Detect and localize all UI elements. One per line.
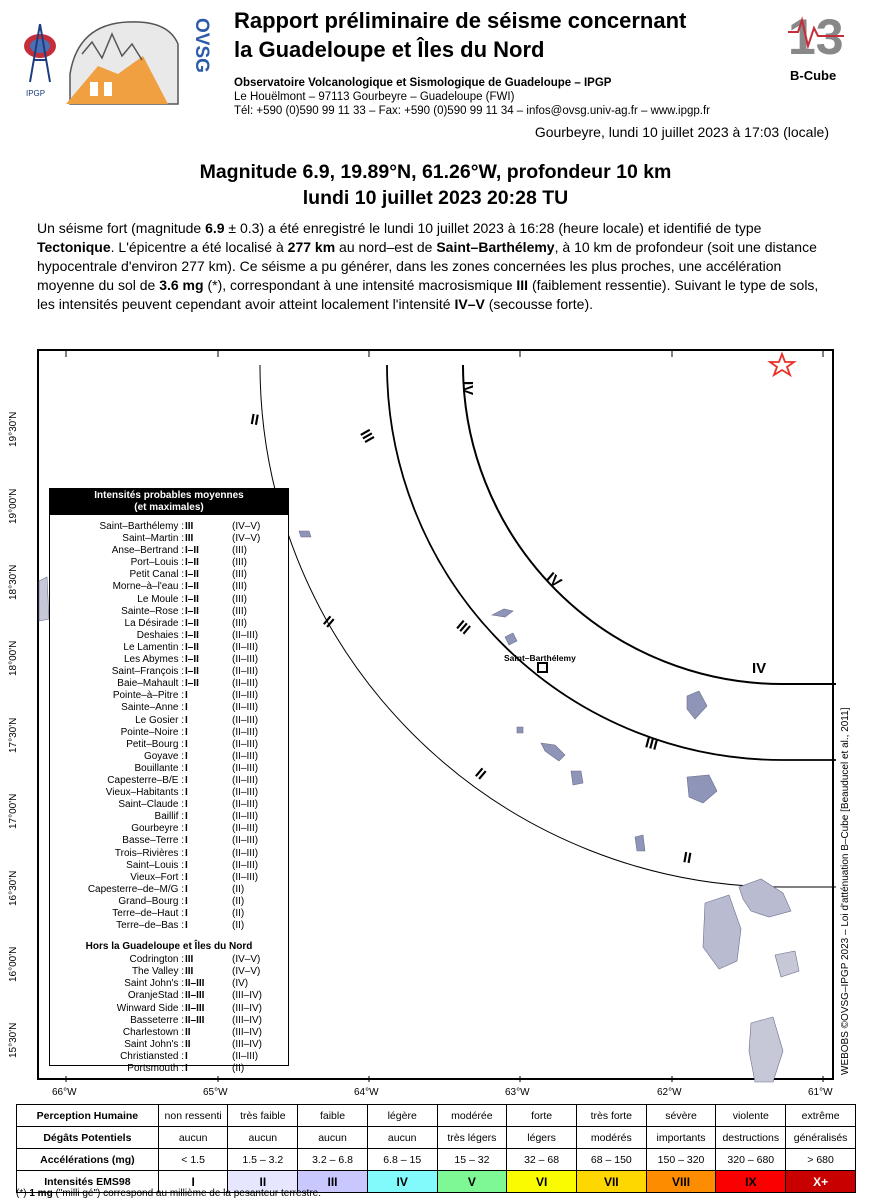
legend-place: Winward Side : xyxy=(116,1002,184,1014)
island-antigua xyxy=(687,775,717,803)
legend-intensity-max: (III) xyxy=(232,545,247,557)
legend-intensity: I–II xyxy=(185,617,199,629)
legend-intensity-max: (II–III) xyxy=(232,702,259,714)
legend-place: Gourbeyre : xyxy=(131,823,184,835)
legend-place: Goyave : xyxy=(143,750,184,762)
degats-cell: aucun xyxy=(158,1127,228,1149)
legend-row xyxy=(50,978,288,990)
legend-row xyxy=(50,908,288,920)
lon-label-63: 63°W xyxy=(505,1087,530,1098)
legend-intensity-max: (II) xyxy=(232,895,245,907)
legend-place: Christiansted : xyxy=(120,1050,184,1062)
legend-row xyxy=(50,751,288,763)
accel-cell: 6.8 – 15 xyxy=(367,1149,437,1171)
accel-cell: 1.5 – 3.2 xyxy=(228,1149,298,1171)
island-guadeloupe-basse-terre xyxy=(703,895,741,969)
legend-intensity: I xyxy=(185,859,188,871)
legend-place: Saint–Louis : xyxy=(126,859,184,871)
legend-intensity: I–II xyxy=(185,641,199,653)
legend-row xyxy=(50,702,288,714)
ring-iv xyxy=(463,365,836,684)
lat-label-1830: 18°30'N xyxy=(8,564,19,600)
legend-intensity: II xyxy=(185,1026,191,1038)
lon-label-65: 65°W xyxy=(203,1087,228,1098)
legend-intensity-max: (III–IV) xyxy=(232,1014,263,1026)
legend-row xyxy=(50,666,288,678)
degats-cell: modérés xyxy=(576,1127,646,1149)
degats-cell: légers xyxy=(507,1127,577,1149)
ems-cell: IV xyxy=(367,1171,437,1193)
legend-intensity-max: (II–III) xyxy=(232,738,259,750)
bcube-logo-text: B-Cube xyxy=(790,68,837,83)
legend-place: La Désirade : xyxy=(124,617,184,629)
legend-place: Saint–Claude : xyxy=(118,799,184,811)
legend-row xyxy=(50,727,288,739)
intensity-legend xyxy=(49,488,289,1075)
legend-row xyxy=(50,1051,288,1063)
legend-row xyxy=(50,1039,288,1051)
event-summary: Un séisme fort (magnitude 6.9 ± 0.3) a été enregistré le lundi 10 juillet 2023 à 16:28 (heure locale) et identifié de type Tectonique. L'épicentre a été localisé à 277 km au nord–est de Saint–Barthélemy, à 10 km de profondeur (soit une distance hypocentrale d'environ 277 km). Ce séisme a pu générer, dans les zones concernées les plus proches, une accélération moyenne du sol de 3.6 mg (*), correspondant à une intensité macrosismique III (faiblement ressentie). Suivant le type de sols, les intensités peuvent cependant avoir atteint localement l'intensité IV–V (secousse forte). xyxy=(37,220,819,312)
summary-intensity: III xyxy=(516,277,529,293)
title-line-2: la Guadeloupe et Îles du Nord xyxy=(234,37,545,62)
legend-intensity: I xyxy=(185,908,188,919)
legend-intensity: I xyxy=(185,750,188,762)
degats-cell: généralisés xyxy=(786,1127,856,1149)
legend-place: Saint–Barthélemy : xyxy=(99,521,184,532)
legend-place: Vieux–Habitants : xyxy=(105,787,184,799)
legend-place: Saint–Martin : xyxy=(122,533,184,545)
map-credit: WEBOBS ©OVSG–IPGP 2023 – Loi d'atténuation B–Cube [Beauducel et al., 2011] xyxy=(840,707,851,1075)
ovsg-ipgp-logo xyxy=(18,14,212,110)
ring-iii xyxy=(387,365,836,760)
legend-row xyxy=(50,630,288,642)
footnote: (*) 1 mg ("milli gé") correspond au millième de la pesanteur terrestre. xyxy=(16,1188,322,1199)
legend-row xyxy=(50,642,288,654)
legend-rows xyxy=(50,515,288,932)
legend-intensity-max: (II) xyxy=(232,883,245,895)
degats-cell: aucun xyxy=(367,1127,437,1149)
ring-label-iii-mid: III xyxy=(452,617,474,639)
legend-intensity: I xyxy=(185,895,188,907)
legend-row xyxy=(50,606,288,618)
legend-intensity: I–II xyxy=(185,629,199,641)
island-anguilla xyxy=(492,609,513,617)
legend-place: Capesterre–B/E : xyxy=(107,774,184,786)
accel-cell: 68 – 150 xyxy=(576,1149,646,1171)
island-marie-galante xyxy=(775,951,799,977)
legend-intensity-max: (IV–V) xyxy=(232,954,261,966)
accel-cell: 3.2 – 6.8 xyxy=(298,1149,368,1171)
legend-row xyxy=(50,521,288,533)
island-montserrat xyxy=(635,835,645,851)
legend-place: Les Abymes : xyxy=(123,654,184,666)
legend-intensity: I–II xyxy=(185,593,199,605)
legend-place: Sainte–Rose : xyxy=(121,605,184,617)
legend-place: Basseterre : xyxy=(130,1014,184,1026)
legend-place: Port–Louis : xyxy=(130,557,184,569)
legend-intensity: I xyxy=(185,738,188,750)
legend-row xyxy=(50,848,288,860)
legend-place: Morne–à–l'eau : xyxy=(112,581,184,593)
legend-intensity-max: (II–III) xyxy=(232,726,259,738)
island-guadeloupe-grande-terre xyxy=(739,879,791,917)
legend-intensity-max: (II) xyxy=(232,908,245,919)
summary-accel: 3.6 mg xyxy=(159,277,204,293)
ovsg-volcano-logo xyxy=(66,22,178,104)
legend-intensity: II–III xyxy=(185,1002,205,1014)
ring-label-iv-top: IV xyxy=(459,381,476,396)
legend-row xyxy=(50,860,288,872)
legend-intensity: I xyxy=(185,847,188,859)
legend-intensity-max: (III) xyxy=(232,581,247,593)
legend-row xyxy=(50,954,288,966)
legend-place: Saint–François : xyxy=(111,666,184,678)
ring-label-iii-top: III xyxy=(356,426,378,446)
legend-intensity: III xyxy=(185,533,194,545)
legend-row xyxy=(50,533,288,545)
summary-magnitude: 6.9 xyxy=(205,220,225,236)
legend-intensity: I xyxy=(185,823,188,835)
legend-intensity-max: (II–III) xyxy=(232,823,259,835)
lat-label-1800: 18°00'N xyxy=(8,640,19,676)
legend-intensity: I–II xyxy=(185,678,199,690)
legend-place: Trois–Rivières : xyxy=(114,847,184,859)
legend-intensity-max: (II–III) xyxy=(232,666,259,678)
perception-cell: faible xyxy=(298,1105,368,1127)
legend-place: Petit Canal : xyxy=(129,569,184,581)
legend-intensity-max: (II–III) xyxy=(232,799,259,811)
legend-place: Basse–Terre : xyxy=(122,835,184,847)
degats-cell: aucun xyxy=(298,1127,368,1149)
legend-intensity-max: (IV–V) xyxy=(232,533,261,545)
legend-row xyxy=(50,690,288,702)
legend-intensity: I xyxy=(185,726,188,738)
legend-place: Saint John's : xyxy=(124,978,184,990)
legend-place: Pointe–Noire : xyxy=(120,726,184,738)
legend-intensity: I–II xyxy=(185,581,199,593)
legend-intensity: I–II xyxy=(185,666,199,678)
degats-cell: destructions xyxy=(716,1127,786,1149)
lon-label-64: 64°W xyxy=(354,1087,379,1098)
legend-intensity-max: (II–III) xyxy=(232,859,259,871)
legend-intensity-max: (II–III) xyxy=(232,811,259,823)
row-perception: Perception Humaine non ressenti très faible faible légère modérée forte très forte sévère violente extrême xyxy=(17,1105,856,1127)
ring-label-iv-mid: IV xyxy=(542,569,565,592)
perception-cell: non ressenti xyxy=(158,1105,228,1127)
legend-rows-external xyxy=(50,954,288,1075)
legend-intensity-max: (II–III) xyxy=(232,678,259,690)
legend-intensity: I xyxy=(185,1063,188,1075)
legend-intensity-max: (IV–V) xyxy=(232,966,261,978)
legend-intensity: I–II xyxy=(185,605,199,617)
ring-ii xyxy=(260,365,836,887)
ring-label-ii-mid: II xyxy=(319,612,338,632)
legend-subtitle: Hors la Guadeloupe et Îles du Nord xyxy=(85,941,253,953)
legend-intensity: I–II xyxy=(185,557,199,569)
legend-row xyxy=(50,594,288,606)
ems-cell: VIII xyxy=(646,1171,716,1193)
lon-label-61: 61°W xyxy=(808,1087,833,1098)
legend-row xyxy=(50,557,288,569)
legend-row xyxy=(50,739,288,751)
accel-cell: > 680 xyxy=(786,1149,856,1171)
legend-row xyxy=(50,763,288,775)
degats-cell: importants xyxy=(646,1127,716,1149)
island-small-1 xyxy=(299,531,311,537)
legend-intensity: I xyxy=(185,883,188,895)
legend-row xyxy=(50,678,288,690)
accel-cell: 150 – 320 xyxy=(646,1149,716,1171)
legend-row xyxy=(50,618,288,630)
org-name: Observatoire Volcanologique et Sismologique de Guadeloupe – IPGP xyxy=(234,77,612,89)
legend-row xyxy=(50,545,288,557)
legend-intensity-max: (III) xyxy=(232,617,247,629)
lat-label-1600: 16°00'N xyxy=(8,946,19,982)
legend-place: Charlestown : xyxy=(122,1026,184,1038)
legend-intensity-max: (II–III) xyxy=(232,629,259,641)
accel-cell: 320 – 680 xyxy=(716,1149,786,1171)
legend-intensity-max: (III) xyxy=(232,593,247,605)
legend-place: OranjeStad : xyxy=(127,990,184,1002)
legend-place: Capesterre–de–M/G : xyxy=(87,883,184,895)
legend-row xyxy=(50,581,288,593)
row-degats: Dégâts Potentiels aucun aucun aucun aucun très légers légers modérés importants destructions généralisés xyxy=(17,1127,856,1149)
legend-intensity-max: (III–IV) xyxy=(232,1026,263,1038)
legend-intensity: II–III xyxy=(185,1014,205,1026)
ems-cell: IX xyxy=(716,1171,786,1193)
legend-intensity: II xyxy=(185,1038,191,1050)
legend-intensity: II–III xyxy=(185,990,205,1002)
lon-label-66: 66°W xyxy=(52,1087,77,1098)
perception-cell: forte xyxy=(507,1105,577,1127)
legend-place: Le Gosier : xyxy=(135,714,184,726)
island-dominica xyxy=(749,1017,783,1082)
perception-cell: très forte xyxy=(576,1105,646,1127)
legend-intensity-max: (IV–V) xyxy=(232,521,261,532)
summary-place: Saint–Barthélemy xyxy=(436,239,555,255)
legend-row xyxy=(50,823,288,835)
island-barbuda xyxy=(687,691,707,719)
island-nevis xyxy=(571,771,583,785)
perception-cell: très faible xyxy=(228,1105,298,1127)
legend-intensity: I xyxy=(185,774,188,786)
legend-intensity-max: (II–III) xyxy=(232,774,259,786)
legend-intensity-max: (II–III) xyxy=(232,641,259,653)
legend-intensity: I xyxy=(185,1050,188,1062)
legend-intensity: I xyxy=(185,762,188,774)
legend-intensity-max: (II–III) xyxy=(232,871,259,883)
row-accel: Accélérations (mg) < 1.5 1.5 – 3.2 3.2 – 6.8 6.8 – 15 15 – 32 32 – 68 68 – 150 150 – 320 320 – 680 > 680 xyxy=(17,1149,856,1171)
legend-row xyxy=(50,1015,288,1027)
lat-label-1700: 17°00'N xyxy=(8,793,19,829)
ipgp-logo xyxy=(24,24,56,98)
legend-row xyxy=(50,775,288,787)
legend-row xyxy=(50,966,288,978)
ring-label-ii-top: II xyxy=(249,410,261,430)
summary-distance: 277 km xyxy=(287,239,336,255)
legend-row xyxy=(50,654,288,666)
headline-datetime: lundi 10 juillet 2023 20:28 TU xyxy=(302,187,569,209)
perception-cell: violente xyxy=(716,1105,786,1127)
legend-intensity-max: (IV) xyxy=(232,978,249,990)
accel-cell: 32 – 68 xyxy=(507,1149,577,1171)
legend-intensity-max: (II–III) xyxy=(232,750,259,762)
city-marker xyxy=(538,663,547,672)
island-st-kitts xyxy=(541,743,565,761)
legend-intensity-max: (III–IV) xyxy=(232,1002,263,1014)
legend-intensity-max: (III) xyxy=(232,605,247,617)
legend-intensity-max: (II–III) xyxy=(232,714,259,726)
ems-cell: V xyxy=(437,1171,507,1193)
lat-label-1530: 15°30'N xyxy=(8,1022,19,1058)
legend-place: Bouillante : xyxy=(134,762,184,774)
perception-cell: légère xyxy=(367,1105,437,1127)
legend-intensity: I xyxy=(185,835,188,847)
legend-title: Intensités probables moyennes (et maximales) xyxy=(50,489,288,515)
island-saba xyxy=(517,727,523,733)
perception-cell: extrême xyxy=(786,1105,856,1127)
perception-cell: sévère xyxy=(646,1105,716,1127)
lat-label-1930: 19°30'N xyxy=(8,411,19,447)
row-ems: Intensités EMS98 I II III IV V VI VII VIII IX X+ xyxy=(17,1171,856,1193)
degats-cell: très légers xyxy=(437,1127,507,1149)
degats-cell: aucun xyxy=(228,1127,298,1149)
legend-intensity-max: (II–III) xyxy=(232,1050,259,1062)
legend-row xyxy=(50,1063,288,1075)
accel-cell: < 1.5 xyxy=(158,1149,228,1171)
ring-label-ii-right: II xyxy=(681,849,693,868)
ring-label-ii-low: II xyxy=(471,764,490,784)
legend-intensity-max: (II–III) xyxy=(232,787,259,799)
legend-row xyxy=(50,920,288,932)
legend-place: Vieux–Fort : xyxy=(130,871,184,883)
island-west xyxy=(39,577,49,621)
ring-label-iv-right: IV xyxy=(752,660,767,677)
accel-cell: 15 – 32 xyxy=(437,1149,507,1171)
legend-place: Deshaies : xyxy=(136,629,184,641)
ems-cell: VI xyxy=(507,1171,577,1193)
legend-row xyxy=(50,569,288,581)
summary-intensity-max: IV–V xyxy=(454,296,485,312)
legend-intensity-max: (II–III) xyxy=(232,654,259,666)
svg-text:IPGP: IPGP xyxy=(26,89,46,98)
legend-place: Le Lamentin : xyxy=(123,641,184,653)
bcube-logo-mark: 13 xyxy=(788,9,844,65)
legend-intensity: I xyxy=(185,811,188,823)
legend-row xyxy=(50,715,288,727)
legend-intensity-max: (III) xyxy=(232,569,247,581)
legend-intensity: I xyxy=(185,871,188,883)
legend-place: Petit–Bourg : xyxy=(126,738,184,750)
legend-intensity: I xyxy=(185,799,188,811)
legend-intensity: III xyxy=(185,954,194,966)
ovsg-logo-text: OVSG xyxy=(191,18,212,73)
intensity-scale-table xyxy=(16,1104,856,1193)
legend-place: Baie–Mahault : xyxy=(117,678,184,690)
legend-place: Sainte–Anne : xyxy=(121,702,184,714)
headline-magnitude: Magnitude 6.9, 19.89°N, 61.26°W, profondeur 10 km xyxy=(199,161,672,183)
lat-label-1630: 16°30'N xyxy=(8,870,19,906)
ems-cell: I xyxy=(158,1171,228,1193)
legend-row xyxy=(50,1027,288,1039)
legend-intensity-max: (III) xyxy=(232,557,247,569)
legend-place: The Valley : xyxy=(131,966,184,978)
epicenter-star xyxy=(770,354,794,375)
legend-intensity: I–II xyxy=(185,545,199,557)
legend-intensity: III xyxy=(185,521,194,532)
lat-label-1730: 17°30'N xyxy=(8,717,19,753)
legend-intensity-max: (III–IV) xyxy=(232,1038,263,1050)
legend-intensity-max: (II–III) xyxy=(232,835,259,847)
city-label: Saint–Barthélemy xyxy=(504,653,576,663)
legend-intensity-max: (III–IV) xyxy=(232,990,263,1002)
legend-row xyxy=(50,896,288,908)
perception-cell: modérée xyxy=(437,1105,507,1127)
legend-row xyxy=(50,884,288,896)
summary-type: Tectonique xyxy=(37,239,111,255)
legend-intensity: I–II xyxy=(185,654,199,666)
legend-row xyxy=(50,835,288,847)
legend-row xyxy=(50,1003,288,1015)
ems-cell: X+ xyxy=(786,1171,856,1193)
legend-place: Pointe–à–Pitre : xyxy=(112,690,184,702)
legend-intensity-max: (II) xyxy=(232,1063,245,1075)
legend-intensity: II–III xyxy=(185,978,205,990)
bcube-logo xyxy=(784,2,854,84)
legend-place: Baillif : xyxy=(154,811,184,823)
legend-row xyxy=(50,872,288,884)
report-title xyxy=(234,6,774,64)
lon-label-62: 62°W xyxy=(657,1087,682,1098)
legend-place: Saint John's : xyxy=(124,1038,184,1050)
legend-intensity: I xyxy=(185,702,188,714)
legend-place: Anse–Bertrand : xyxy=(111,545,184,557)
ring-label-iii-right: III xyxy=(643,734,660,754)
ems-cell: II xyxy=(228,1171,298,1193)
legend-intensity-max: (II–III) xyxy=(232,762,259,774)
legend-intensity: III xyxy=(185,966,194,978)
legend-place: Terre–de–Bas : xyxy=(116,920,184,932)
report-date: Gourbeyre, lundi 10 juillet 2023 à 17:03 (locale) xyxy=(534,124,829,140)
legend-intensity: I xyxy=(185,787,188,799)
org-contact: Tél: +590 (0)590 99 11 33 – Fax: +590 (0)590 99 11 34 – infos@ovsg.univ-ag.fr – www.ipgp.fr xyxy=(234,105,711,117)
legend-row xyxy=(50,787,288,799)
legend-intensity-max: (II–III) xyxy=(232,690,259,702)
legend-row xyxy=(50,990,288,1002)
legend-intensity: I xyxy=(185,690,188,702)
ems-cell: VII xyxy=(576,1171,646,1193)
legend-intensity-max: (II) xyxy=(232,920,245,932)
legend-place: Le Moule : xyxy=(137,593,184,605)
legend-row xyxy=(50,811,288,823)
island-saint-martin xyxy=(505,633,517,645)
legend-intensity: I xyxy=(185,714,188,726)
ems-cell: III xyxy=(298,1171,368,1193)
legend-intensity: I xyxy=(185,920,188,932)
legend-place: Terre–de–Haut : xyxy=(112,908,184,919)
legend-place: Grand–Bourg : xyxy=(118,895,184,907)
lat-label-1900: 19°00'N xyxy=(8,488,19,524)
legend-place: Codrington : xyxy=(129,954,184,966)
legend-row xyxy=(50,799,288,811)
legend-place: Portsmouth : xyxy=(127,1063,184,1075)
legend-intensity-max: (II–III) xyxy=(232,847,259,859)
title-line-1: Rapport préliminaire de séisme concernant xyxy=(234,8,687,33)
legend-intensity: I–II xyxy=(185,569,199,581)
org-address: Le Houëlmont – 97113 Gourbeyre – Guadeloupe (FWI) xyxy=(234,91,515,103)
